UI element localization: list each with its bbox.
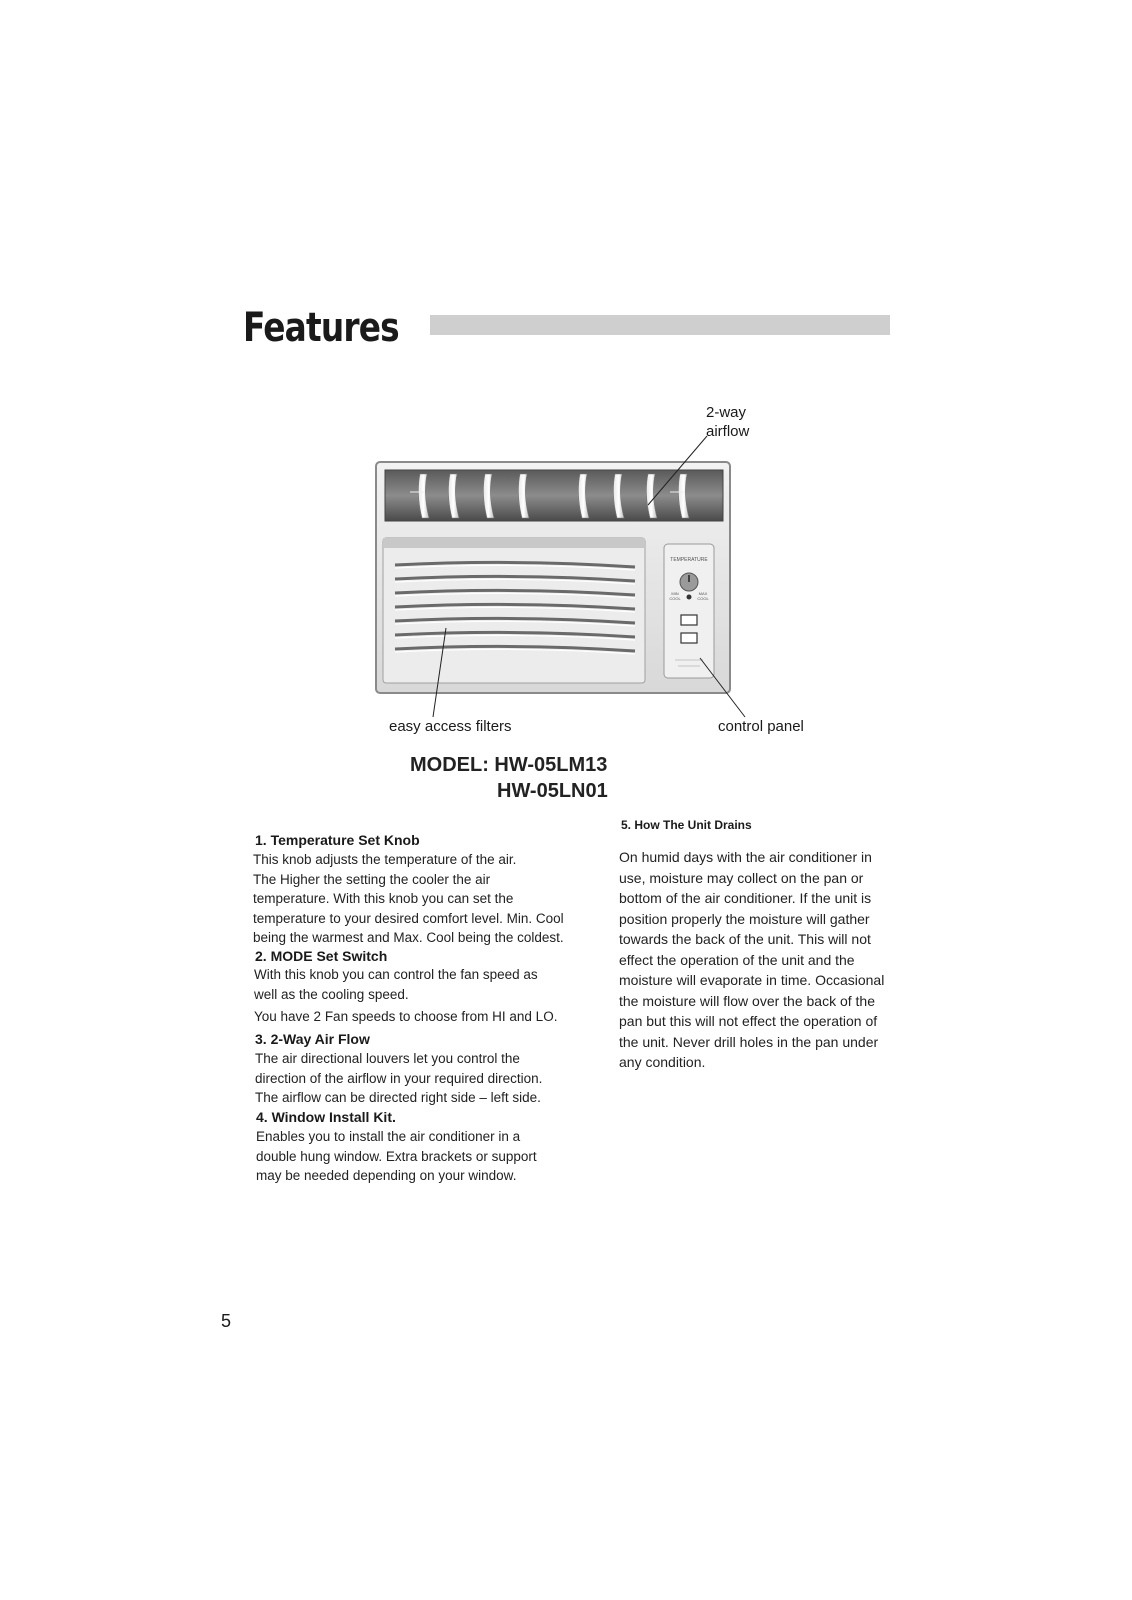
- section-2-body: [254, 965, 557, 1027]
- airflow-callout-line2: airflow: [706, 423, 750, 440]
- section-5-line: effect the operation of the unit and the: [619, 951, 855, 968]
- section-5-line: any condition.: [619, 1054, 706, 1070]
- airflow-grille: [385, 470, 723, 521]
- panel-min-label: MIN: [671, 591, 679, 596]
- section-5-line: On humid days with the air conditioner in: [619, 849, 872, 865]
- section-5-line: position properly the moisture will gather: [619, 910, 870, 927]
- fan-switch: [681, 615, 697, 625]
- panel-temperature-label: TEMPERATURE: [670, 557, 708, 563]
- model-line1: MODEL: HW-05LM13: [410, 754, 608, 776]
- section-4-body: [256, 1127, 537, 1186]
- model-line2: HW-05LN01: [497, 780, 608, 802]
- section-3-line: direction of the airflow in your required direction.: [255, 1070, 543, 1086]
- panel-max-label: MAX: [698, 591, 708, 596]
- page-title: Features: [243, 305, 399, 351]
- section-5-line: moisture will evaporate in time. Occasional: [619, 972, 885, 988]
- section-5-line: use, moisture may collect on the pan or: [619, 869, 864, 886]
- section-2-heading: 2. MODE Set Switch: [255, 948, 388, 964]
- filters-callout: easy access filters: [389, 718, 512, 735]
- section-5-body: [619, 847, 904, 1073]
- airflow-callout-line1: 2-way: [706, 404, 747, 421]
- section-1-body: [253, 850, 564, 948]
- section-1-line: temperature. With this knob you can set the: [253, 891, 514, 906]
- section-2-line: well as the cooling speed.: [254, 986, 409, 1002]
- section-1-line: This knob adjusts the temperature of the air.: [253, 852, 517, 867]
- section-3-line: The air directional louvers let you control the: [255, 1051, 520, 1066]
- air-conditioner-illustration: [0, 0, 1132, 760]
- control-panel: [664, 544, 714, 678]
- panel-cool-left: COOL: [669, 596, 681, 601]
- section-3-line: The airflow can be directed right side – left side.: [255, 1090, 541, 1105]
- section-2-line: With this knob you can control the fan speed as: [254, 967, 538, 982]
- section-5-line: towards the back of the unit. This will not: [619, 931, 871, 947]
- section-3-heading: 3. 2-Way Air Flow: [255, 1031, 370, 1047]
- section-1-line: being the warmest and Max. Cool being the coldest.: [253, 930, 564, 945]
- section-1-heading: 1. Temperature Set Knob: [255, 832, 420, 848]
- section-5-line: bottom of the air conditioner. If the unit is: [619, 890, 872, 906]
- page-number: 5: [221, 1311, 232, 1331]
- section-5-line: the unit. Never drill holes in the pan under: [619, 1033, 879, 1050]
- section-5-heading: 5. How The Unit Drains: [621, 818, 752, 832]
- panel-callout: control panel: [718, 718, 804, 735]
- section-5-line: the moisture will flow over the back of the: [619, 992, 876, 1009]
- mode-switch: [681, 633, 697, 643]
- section-4-line: double hung window. Extra brackets or support: [256, 1148, 537, 1164]
- section-1-line: The Higher the setting the cooler the air: [253, 871, 491, 887]
- panel-cool-right: COOL: [697, 596, 709, 601]
- section-4-line: may be needed depending on your window.: [256, 1168, 517, 1183]
- model-block: [410, 752, 608, 804]
- airflow-callout: [706, 403, 749, 441]
- section-5-line: pan but this will not effect the operation of: [619, 1013, 878, 1029]
- section-4-line: Enables you to install the air conditioner in a: [256, 1129, 521, 1144]
- section-3-body: [255, 1049, 542, 1108]
- section-1-line: temperature to your desired comfort level. Min. Cool: [253, 910, 564, 926]
- section-2-line: You have 2 Fan speeds to choose from HI and LO.: [254, 1009, 558, 1024]
- section-4-heading: 4. Window Install Kit.: [256, 1109, 396, 1125]
